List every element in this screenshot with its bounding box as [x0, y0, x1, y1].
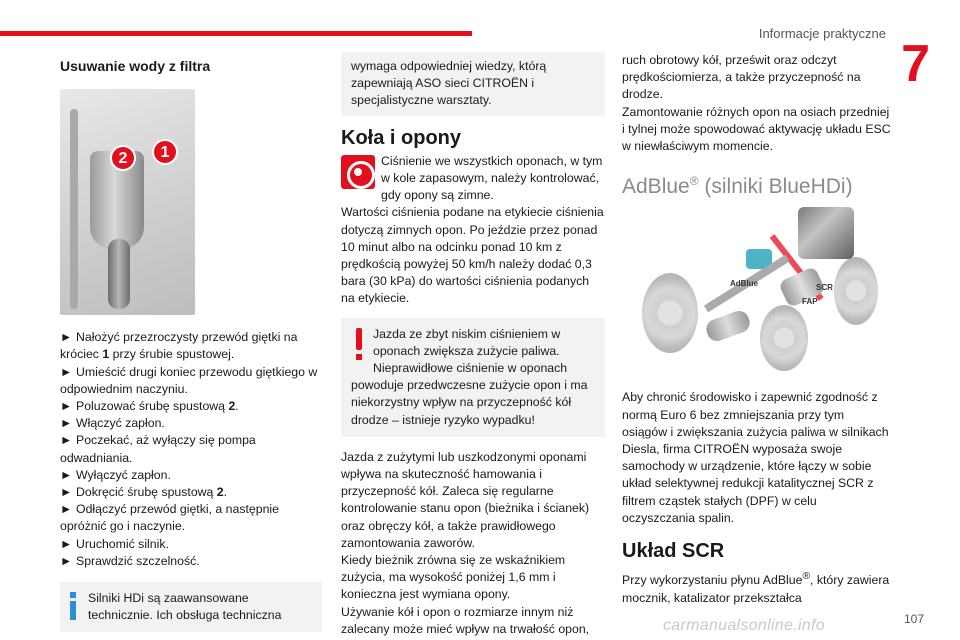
watermark: carmanualsonline.info — [663, 617, 825, 634]
section-heading-water-filter: Usuwanie wody z filtra — [60, 58, 211, 74]
arrow-icon: ► — [60, 467, 73, 482]
tyre-size-text: Używanie kół i opon o rozmiarze innym niż zalecany może mieć wpływ na trwałość opon, — [341, 604, 590, 636]
step-item: ► Poluzować śrubę spustową 2. — [60, 398, 322, 415]
info-icon — [68, 592, 78, 620]
warning-text: Jazda ze zbyt niskim ciśnieniem w oponach zwiększa zużycie paliwa. Nieprawidłowe ciśnienie w oponach powoduje przedwczesne zużycie opon i ma niekorzystny wpływ na przyczepność kół drodze – istnieje ryzyko wypadku! — [351, 326, 588, 427]
page-number: 107 — [903, 612, 924, 626]
euro6-text: Aby chronić środowisko i zapewnić zgodność z normą Euro 6 bez zmniejszania przy tym osiągów i zwiększania zużycia paliwa w silnikach Diesla, firma CITROËN wyposaża swoje samochody w urządzenie, które łączy w sobie układ selektywnej redukcji katalitycznej SCR z filtrem cząstek stałych (DPF) w celu oczyszczania spalin. — [622, 390, 889, 525]
column-2 — [341, 52, 605, 638]
tire-pressure-icon — [341, 155, 375, 189]
step-item: ► Umieścić drugi koniec przewodu giętkiego w odpowiednim naczyniu. — [60, 364, 318, 396]
section-heading-wheels-tyres: Koła i opony — [341, 126, 461, 149]
arrow-icon: ► — [60, 485, 73, 500]
step-item: ► Uruchomić silnik. — [60, 536, 322, 553]
tire-pressure-text: Ciśnienie we wszystkich oponach, w tym w kole zapasowym, należy kontrolować, gdy opony są zimne. — [381, 153, 603, 203]
mixed-tyres-text: Zamontowanie różnych opon na osiach przedniej i tylnej może spowodować aktywację układu ESC w niewłaściwym momencie. — [622, 104, 891, 154]
tire-pressure-block — [341, 153, 605, 205]
arrow-icon: ► — [60, 536, 73, 551]
arrow-icon: ► — [60, 553, 73, 568]
rear-right-wheel — [760, 305, 808, 371]
worn-tyres-text: Jazda z zużytymi lub uszkodzonymi oponami wpływa na skuteczność hamowania i przyczepność kół. Zaleca się regularne kontrolowanie stanu opon (bieżnika i ścianek) oraz obręczy kół, a także prawidłowego zamontowania zaworów. — [341, 449, 590, 550]
arrow-icon: ► — [60, 330, 73, 345]
tread-indicator-text: Kiedy bieżnik zrówna się ze wskaźnikiem zużycia, ma wysokość poniżej 1,6 mm i konieczna jest wymiana opony. — [341, 553, 566, 602]
arrow-icon: ► — [60, 364, 73, 379]
arrow-icon: ► — [60, 502, 73, 517]
step-item: ► Poczekać, aż wyłączy się pompa odwadniania. — [60, 433, 256, 465]
step-item: ► Wyłączyć zapłon. — [60, 467, 322, 484]
steps-list — [60, 329, 322, 570]
info-box-hdi — [60, 582, 322, 632]
step-item: ► Odłączyć przewód giętki, a następnie opróżnić go i naczynie. — [60, 502, 280, 534]
section-heading-scr: Układ SCR — [622, 540, 725, 563]
header-accent-bar — [0, 31, 472, 36]
info-text: Silniki HDi są zaawansowane technicznie. Ich obsługa techniczna — [88, 591, 282, 623]
step-item: ► Nałożyć przezroczysty przewód giętki na króciec 1 przy śrubie spustowej. — [60, 330, 298, 362]
column-1 — [60, 52, 322, 632]
photo-hose — [108, 239, 130, 309]
label-scr: SCR — [816, 283, 833, 293]
section-heading-adblue: AdBlue® (silniki BlueHDi) — [622, 174, 853, 199]
chapter-number: 7 — [901, 35, 930, 93]
arrow-icon: ► — [60, 433, 73, 448]
warning-icon — [351, 326, 367, 362]
arrow-icon: ► — [60, 416, 73, 431]
header-title: Informacje praktyczne — [758, 26, 886, 41]
engine-block — [798, 207, 854, 259]
filter-photo — [60, 89, 195, 315]
step-item: ► Dokręcić śrubę spustową 2. — [60, 484, 322, 501]
column-3 — [622, 52, 892, 607]
continued-text: ruch obrotowy kół, prześwit oraz odczyt prędkościomierza, a także przyczepność na drodze. — [622, 53, 861, 102]
adblue-system-diagram — [622, 205, 882, 375]
rear-muffler — [704, 309, 753, 345]
scr-text: Przy wykorzystaniu płynu AdBlue®, który zawiera mocznik, katalizator przekształca — [622, 571, 890, 605]
label-fap: FAP — [802, 297, 818, 307]
photo-pipe — [70, 109, 78, 309]
info-box-continued: wymaga odpowiedniej wiedzy, którą zapewniają ASO sieci CITROËN i specjalistyczne warsztaty. — [341, 52, 605, 116]
step-item: ► Sprawdzić szczelność. — [60, 553, 322, 570]
step-item: ► Włączyć zapłon. — [60, 415, 322, 432]
pressure-values-text: Wartości ciśnienia podane na etykiecie ciśnienia dotyczą zimnych opon. Po jeździe przez ponad 10 minut albo na odcinku ponad 10 km z prędkością powyżej 50 km/h należy dodać 0,3 bara (30 kPa) do wartości ciśnienia podanych na etykiecie. — [341, 205, 604, 306]
front-right-wheel — [834, 257, 878, 325]
photo-badge-2: 2 — [110, 145, 136, 171]
photo-badge-1: 1 — [152, 139, 178, 165]
warning-box-pressure — [341, 318, 605, 437]
rear-left-wheel — [642, 273, 698, 353]
label-adblue: AdBlue — [730, 279, 758, 289]
arrow-icon: ► — [60, 399, 73, 414]
